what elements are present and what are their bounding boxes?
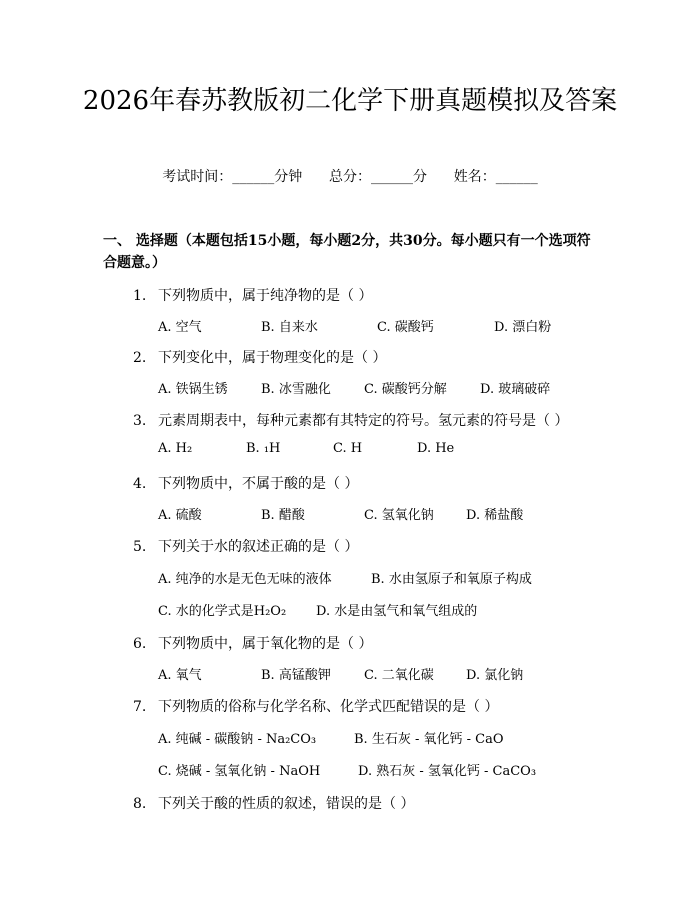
question-7 [133,696,498,716]
option-b: B. 醋酸 [261,508,305,523]
option-c: C. 碳酸钙分解 [364,382,447,397]
option-c: C. 水的化学式是H₂O₂ [158,604,287,619]
option-c: C. 烧碱 - 氢氧化钠 - NaOH [158,764,321,779]
option-d: D. 熟石灰 - 氢氧化钙 - CaCO₃ [358,764,537,779]
option-a: A. H₂ [158,441,193,456]
option-c: C. 碳酸钙 [377,320,434,335]
question-stem: 下列物质中，属于纯净物的是（ ） [158,288,373,304]
option-a: A. 硫酸 [158,508,202,523]
option-d: D. 玻璃破碎 [480,382,551,397]
option-c: C. 二氧化碳 [364,668,434,683]
question-number: 7. [133,699,147,715]
question-stem: 下列物质中，属于氧化物的是（ ） [158,636,373,652]
option-a: A. 纯碱 - 碳酸钠 - Na₂CO₃ [158,732,317,747]
option-b: B. 高锰酸钾 [261,668,331,683]
option-c: C. 氢氧化钠 [364,508,434,523]
question-stem: 元素周期表中，每种元素都有其特定的符号。氢元素的符号是（ ） [158,413,569,429]
option-b: B. 冰雪融化 [261,382,331,397]
option-a: A. 氧气 [158,668,202,683]
option-b: B. 水由氢原子和氧原子构成 [371,572,532,587]
question-number: 5. [133,539,147,555]
question-5 [133,536,358,556]
question-3 [133,410,568,430]
question-number: 1. [133,288,147,304]
option-a: A. 纯净的水是无色无味的液体 [158,572,332,587]
question-number: 2. [133,350,147,366]
question-1 [133,285,372,305]
option-d: D. 氯化钠 [466,668,524,683]
question-number: 4. [133,476,147,492]
option-a: A. 空气 [158,320,202,335]
exam-info-line: 考试时间：______分钟 总分：______分 姓名：______ [162,169,538,185]
page-title: 2026年春苏教版初二化学下册真题模拟及答案 [82,86,618,116]
question-stem: 下列关于酸的性质的叙述，错误的是（ ） [158,796,415,812]
question-4 [133,473,358,493]
question-number: 3. [133,413,147,429]
option-b: B. 自来水 [261,320,318,335]
question-8 [133,793,414,813]
question-stem: 下列关于水的叙述正确的是（ ） [158,539,359,555]
question-2 [133,347,386,367]
question-number: 6. [133,636,147,652]
option-c: C. H [333,441,363,456]
option-a: A. 铁锅生锈 [158,382,228,397]
question-6 [133,633,372,653]
option-d: D. 漂白粉 [494,320,552,335]
question-number: 8. [133,796,147,812]
question-stem: 下列物质的俗称与化学名称、化学式匹配错误的是（ ） [158,699,499,715]
question-stem: 下列物质中，不属于酸的是（ ） [158,476,359,492]
question-stem: 下列变化中，属于物理变化的是（ ） [158,350,387,366]
option-d: D. 水是由氢气和氧气组成的 [316,604,478,619]
option-b: B. 生石灰 - 氧化钙 - CaO [354,732,504,747]
section-heading: 一、 选择题（本题包括15小题，每小题2分，共30分。每小题只有一个选项符合题意。） [103,233,591,271]
option-d: D. He [417,441,455,456]
option-d: D. 稀盐酸 [466,508,524,523]
option-b: B. ₁H [246,441,281,456]
